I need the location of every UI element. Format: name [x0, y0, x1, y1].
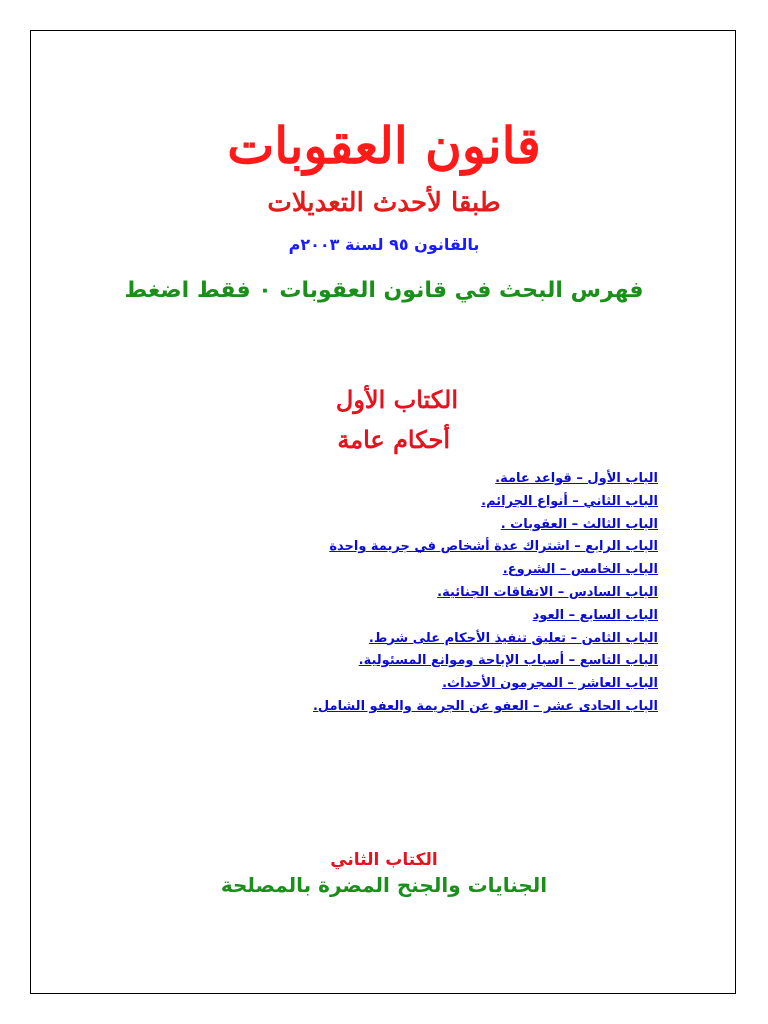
document-title: قانون العقوبات — [227, 116, 541, 175]
chapter-link-7[interactable]: الباب السابع – العود — [532, 607, 658, 623]
chapter-link-3[interactable]: الباب الثالث – العقوبات . — [500, 516, 658, 532]
list-item — [238, 648, 658, 671]
document-subtitle: طبقا لأحدث التعديلات — [267, 188, 501, 218]
chapter-link-9[interactable]: الباب التاسع – أسباب الإباحة وموانع المسئولية. — [358, 653, 658, 669]
book-one-subtitle: أحكام عامة — [337, 425, 450, 454]
chapter-link-6[interactable]: الباب السادس – الاتفاقات الجنائية. — [437, 584, 658, 600]
list-item — [238, 557, 658, 580]
list-item — [238, 626, 658, 649]
chapter-link-8[interactable]: الباب الثامن – تعليق تنفيذ الأحكام على شرط. — [368, 630, 658, 646]
chapter-link-5[interactable]: الباب الخامس – الشروع. — [502, 562, 658, 578]
chapter-link-2[interactable]: الباب الثاني – أنواع الجرائم. — [481, 493, 658, 509]
list-item — [238, 580, 658, 603]
law-reference: بالقانون ٩٥ لسنة ٢٠٠٣م — [288, 235, 480, 254]
book-one-title: الكتاب الأول — [335, 385, 458, 414]
list-item — [238, 512, 658, 535]
chapter-link-1[interactable]: الباب الأول – قواعد عامة. — [495, 471, 658, 486]
list-item — [238, 489, 658, 512]
list-item — [238, 603, 658, 626]
book-two-title: الكتاب الثاني — [330, 850, 438, 870]
chapter-link-10[interactable]: الباب العاشر – المجرمون الأحداث. — [442, 676, 658, 692]
list-item — [238, 694, 658, 717]
list-item — [238, 534, 658, 557]
chapter-list — [238, 466, 658, 717]
chapter-link-4[interactable]: الباب الرابع – اشتراك عدة أشخاص في جريمة واحدة — [329, 539, 658, 555]
search-index-link[interactable]: فهرس البحث في قانون العقوبات ٠ فقط اضغط — [124, 278, 644, 303]
list-item — [238, 466, 658, 489]
list-item — [238, 671, 658, 694]
chapter-link-11[interactable]: الباب الحادى عشر – العفو عن الجريمة والعفو الشامل. — [312, 698, 658, 714]
book-two-subtitle: الجنايات والجنح المضرة بالمصلحة — [220, 873, 548, 897]
